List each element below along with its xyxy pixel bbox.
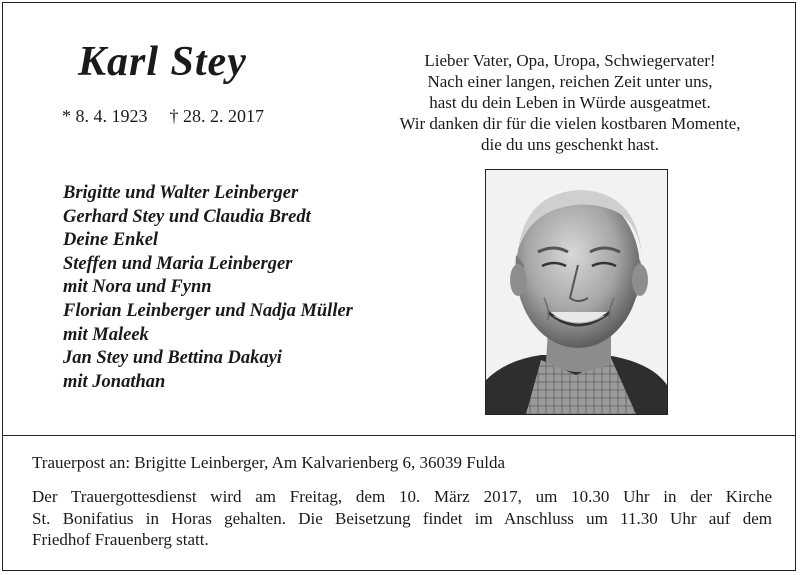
mourner-line: mit Nora und Fynn: [63, 277, 212, 298]
mourners-list: [63, 182, 353, 394]
mourner-line: Gerhard Stey und Claudia Bredt: [63, 206, 311, 227]
mourner-line: Brigitte und Walter Leinberger: [63, 183, 299, 203]
mourner-line: Jan Stey und Bettina Dakayi: [63, 348, 282, 369]
poem-line: Lieber Vater, Opa, Uropa, Schwiegervater!: [424, 51, 716, 70]
deceased-name: Karl Stey: [78, 39, 247, 85]
mourner-line: Florian Leinberger und Nadja Müller: [63, 300, 353, 321]
mourner-line: Deine Enkel: [63, 230, 159, 251]
farewell-poem: [370, 50, 770, 155]
portrait-photo: [485, 169, 668, 415]
portrait-image: [486, 170, 667, 414]
service-line: St. Bonifatius in Horas gehalten. Die Beisetzung findet im Anschluss um 11.30 Uhr auf dem: [32, 508, 772, 528]
section-divider: [2, 435, 796, 436]
poem-line: die du uns geschenkt hast.: [481, 135, 659, 154]
service-line: Friedhof Frauenberg statt.: [32, 530, 209, 549]
life-dates: [62, 106, 264, 127]
poem-line: hast du dein Leben in Würde ausgeatmet.: [429, 93, 711, 112]
birth-date: * 8. 4. 1923: [62, 106, 148, 126]
death-date: † 28. 2. 2017: [169, 106, 264, 126]
service-line: Der Trauergottesdienst wird am Freitag, dem 10. März 2017, um 10.30 Uhr in der Kirche: [32, 487, 772, 506]
condolence-address: Trauerpost an: Brigitte Leinberger, Am Kalvarienberg 6, 36039 Fulda: [32, 453, 506, 472]
funeral-service-info: [32, 486, 772, 551]
mourner-line: mit Jonathan: [63, 371, 166, 392]
poem-line: Nach einer langen, reichen Zeit unter uns,: [427, 72, 713, 91]
mourner-line: Steffen und Maria Leinberger: [63, 253, 293, 274]
poem-line: Wir danken dir für die vielen kostbaren Momente,: [399, 114, 741, 133]
mourner-line: mit Maleek: [63, 324, 149, 345]
